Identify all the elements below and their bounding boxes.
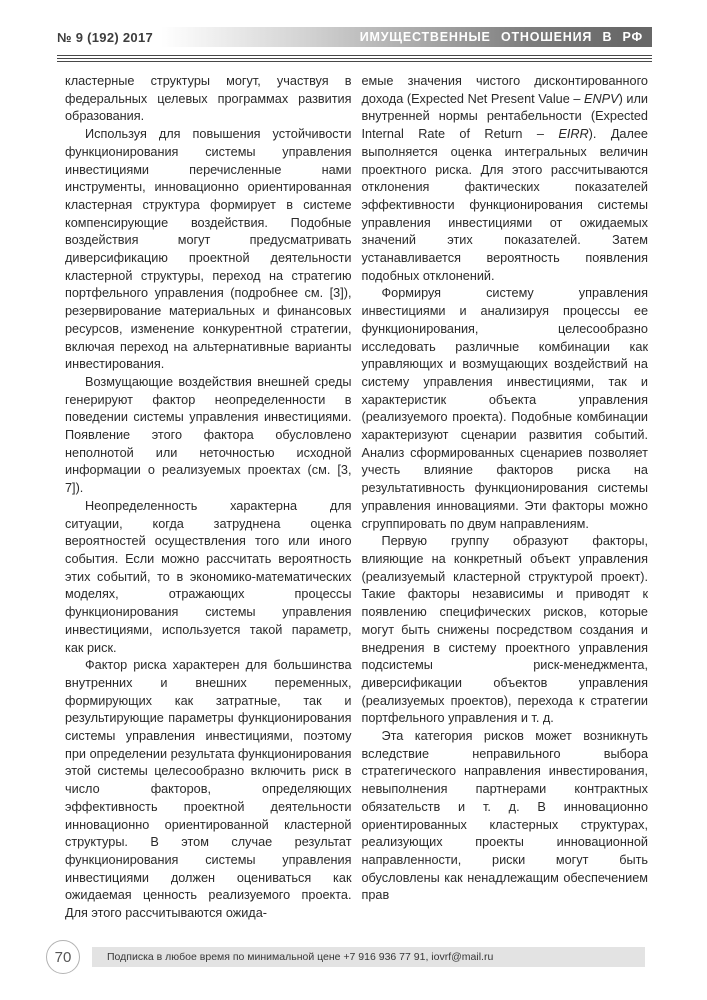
text-run: ) или внутренней нормы рентабельности (Expected Internal Rate of Return – bbox=[361, 91, 648, 142]
article-body bbox=[65, 73, 648, 935]
subscription-bar bbox=[92, 947, 645, 967]
page-number: 70 bbox=[54, 948, 72, 966]
journal-title-banner bbox=[161, 27, 652, 47]
paragraph bbox=[65, 498, 352, 657]
text-run: Эта категория рисков может возникнуть вследствие неправильного выбора стратегического направления инвестирования, невыполнения партнерами контрактных обязательств и т. д. В инновационно ориентированных кластерных структурах, реализующих проекты инновационной направленности, риски могут быть обусловлены как ненадлежащим обеспечением прав bbox=[361, 729, 648, 903]
text-column-right bbox=[362, 73, 649, 935]
issue-number: № 9 (192) 2017 bbox=[57, 29, 154, 45]
paragraph bbox=[362, 285, 649, 533]
page-header bbox=[57, 27, 652, 47]
page-number-badge bbox=[46, 940, 80, 974]
text-run: Фактор риска характерен для большинства внутренних и внешних переменных, формирующих как затратные, так и результирующие параметры функционирования системы управления инвестициями, поэтому при определении результата функционирования этой системы целесообразно включить риск в число факторов, определяющих эффективность проектной деятельности инновационно ориентированной кластерной структуры. В этом случае результат функционирования системы управления инвестициями должен оцениваться как ожидаемая ценность реализуемого проекта. Для этого рассчитываются ожида- bbox=[65, 658, 352, 921]
journal-title: ИМУЩЕСТВЕННЫЕ ОТНОШЕНИЯ В РФ bbox=[359, 30, 643, 44]
paragraph bbox=[65, 126, 352, 374]
text-run: емые значения чистого дисконтированного дохода (Expected Net Present Value – bbox=[361, 74, 648, 106]
text-run: кластерные структуры могут, участвуя в федеральных целевых программах развития образования. bbox=[65, 74, 352, 124]
paragraph bbox=[65, 657, 352, 923]
text-column-left bbox=[65, 73, 352, 935]
paragraph bbox=[362, 728, 649, 905]
page-footer bbox=[46, 940, 645, 974]
term-italic: ENPV bbox=[584, 91, 619, 106]
paragraph bbox=[362, 533, 649, 728]
text-run: Первую группу образуют факторы, влияющие на конкретный объект управления (реализуемый кластерной структурой проект). Такие факторы независимы и приводят к появлению специфических рисков, которые могут быть снижены посредством создания и внедрения в систему проектного управления подсистемы риск-менеджмента, диверсификации объектов управления (реализуемых проектов), перехода к стратегии портфельного управления и т. д. bbox=[361, 534, 648, 726]
text-run: ). Далее выполняется оценка интегральных величин проектного риска. Для этого рассчитываются отклонения фактических показателей эффективности функционирования системы управления инвестициями от ожидаемых значений этих показателей. Затем устанавливается вероятность появления подобных отклонений. bbox=[361, 127, 648, 283]
term-italic: EIRR bbox=[558, 127, 589, 142]
text-run: Неопределенность характерна для ситуации, когда затруднена оценка вероятностей осуществления того или иного события. Если можно рассчитать вероятность этих событий, то в экономико-математических моделях, отражающих процессы функционирования системы управления инвестициями, используется такой параметр, как риск. bbox=[65, 498, 352, 655]
paragraph bbox=[65, 374, 352, 498]
text-run: Возмущающие воздействия внешней среды генерируют фактор неопределенности в поведении системы управления инвестициями. Появление этого фактора обусловлено неполнотой или неточностью исходной информации о реализуемых проектах (см. [3, 7]). bbox=[65, 374, 352, 496]
paragraph bbox=[362, 73, 649, 285]
header-divider bbox=[57, 55, 652, 62]
text-run: Используя для повышения устойчивости функционирования системы управления инвестициями перечисленные нами инструменты, инновационно ориентированная кластерная структура формирует в системе компенсирующие воздействия. Подобные воздействия могут предусматривать диверсификацию проектной деятельности кластерной структуры, переход на стратегию портфельного управления (подробнее см. [3]), резервирование материальных и финансовых ресурсов, изменение конкурентной стратегии, включая переход на альтернативные варианты инвестирования. bbox=[65, 127, 352, 372]
subscription-text: Подписка в любое время по минимальной цене +7 916 936 77 91, iovrf@mail.ru bbox=[107, 951, 494, 963]
paragraph bbox=[65, 73, 352, 126]
text-run: Формируя систему управления инвестициями и анализируя процессы ее функционирования, целесообразно исследовать различные комбинации как управляющих и возмущающих воздействий на систему управления инвестициями, так и характеристик объекта управления (реализуемого проекта). Подобные комбинации характеризуют сценарии развития событий. Анализ сформированных сценариев позволяет учесть влияние факторов риска на результативность функционирования системы управления инновациями. Эти факторы можно сгруппировать по двум направлениям. bbox=[361, 286, 648, 531]
